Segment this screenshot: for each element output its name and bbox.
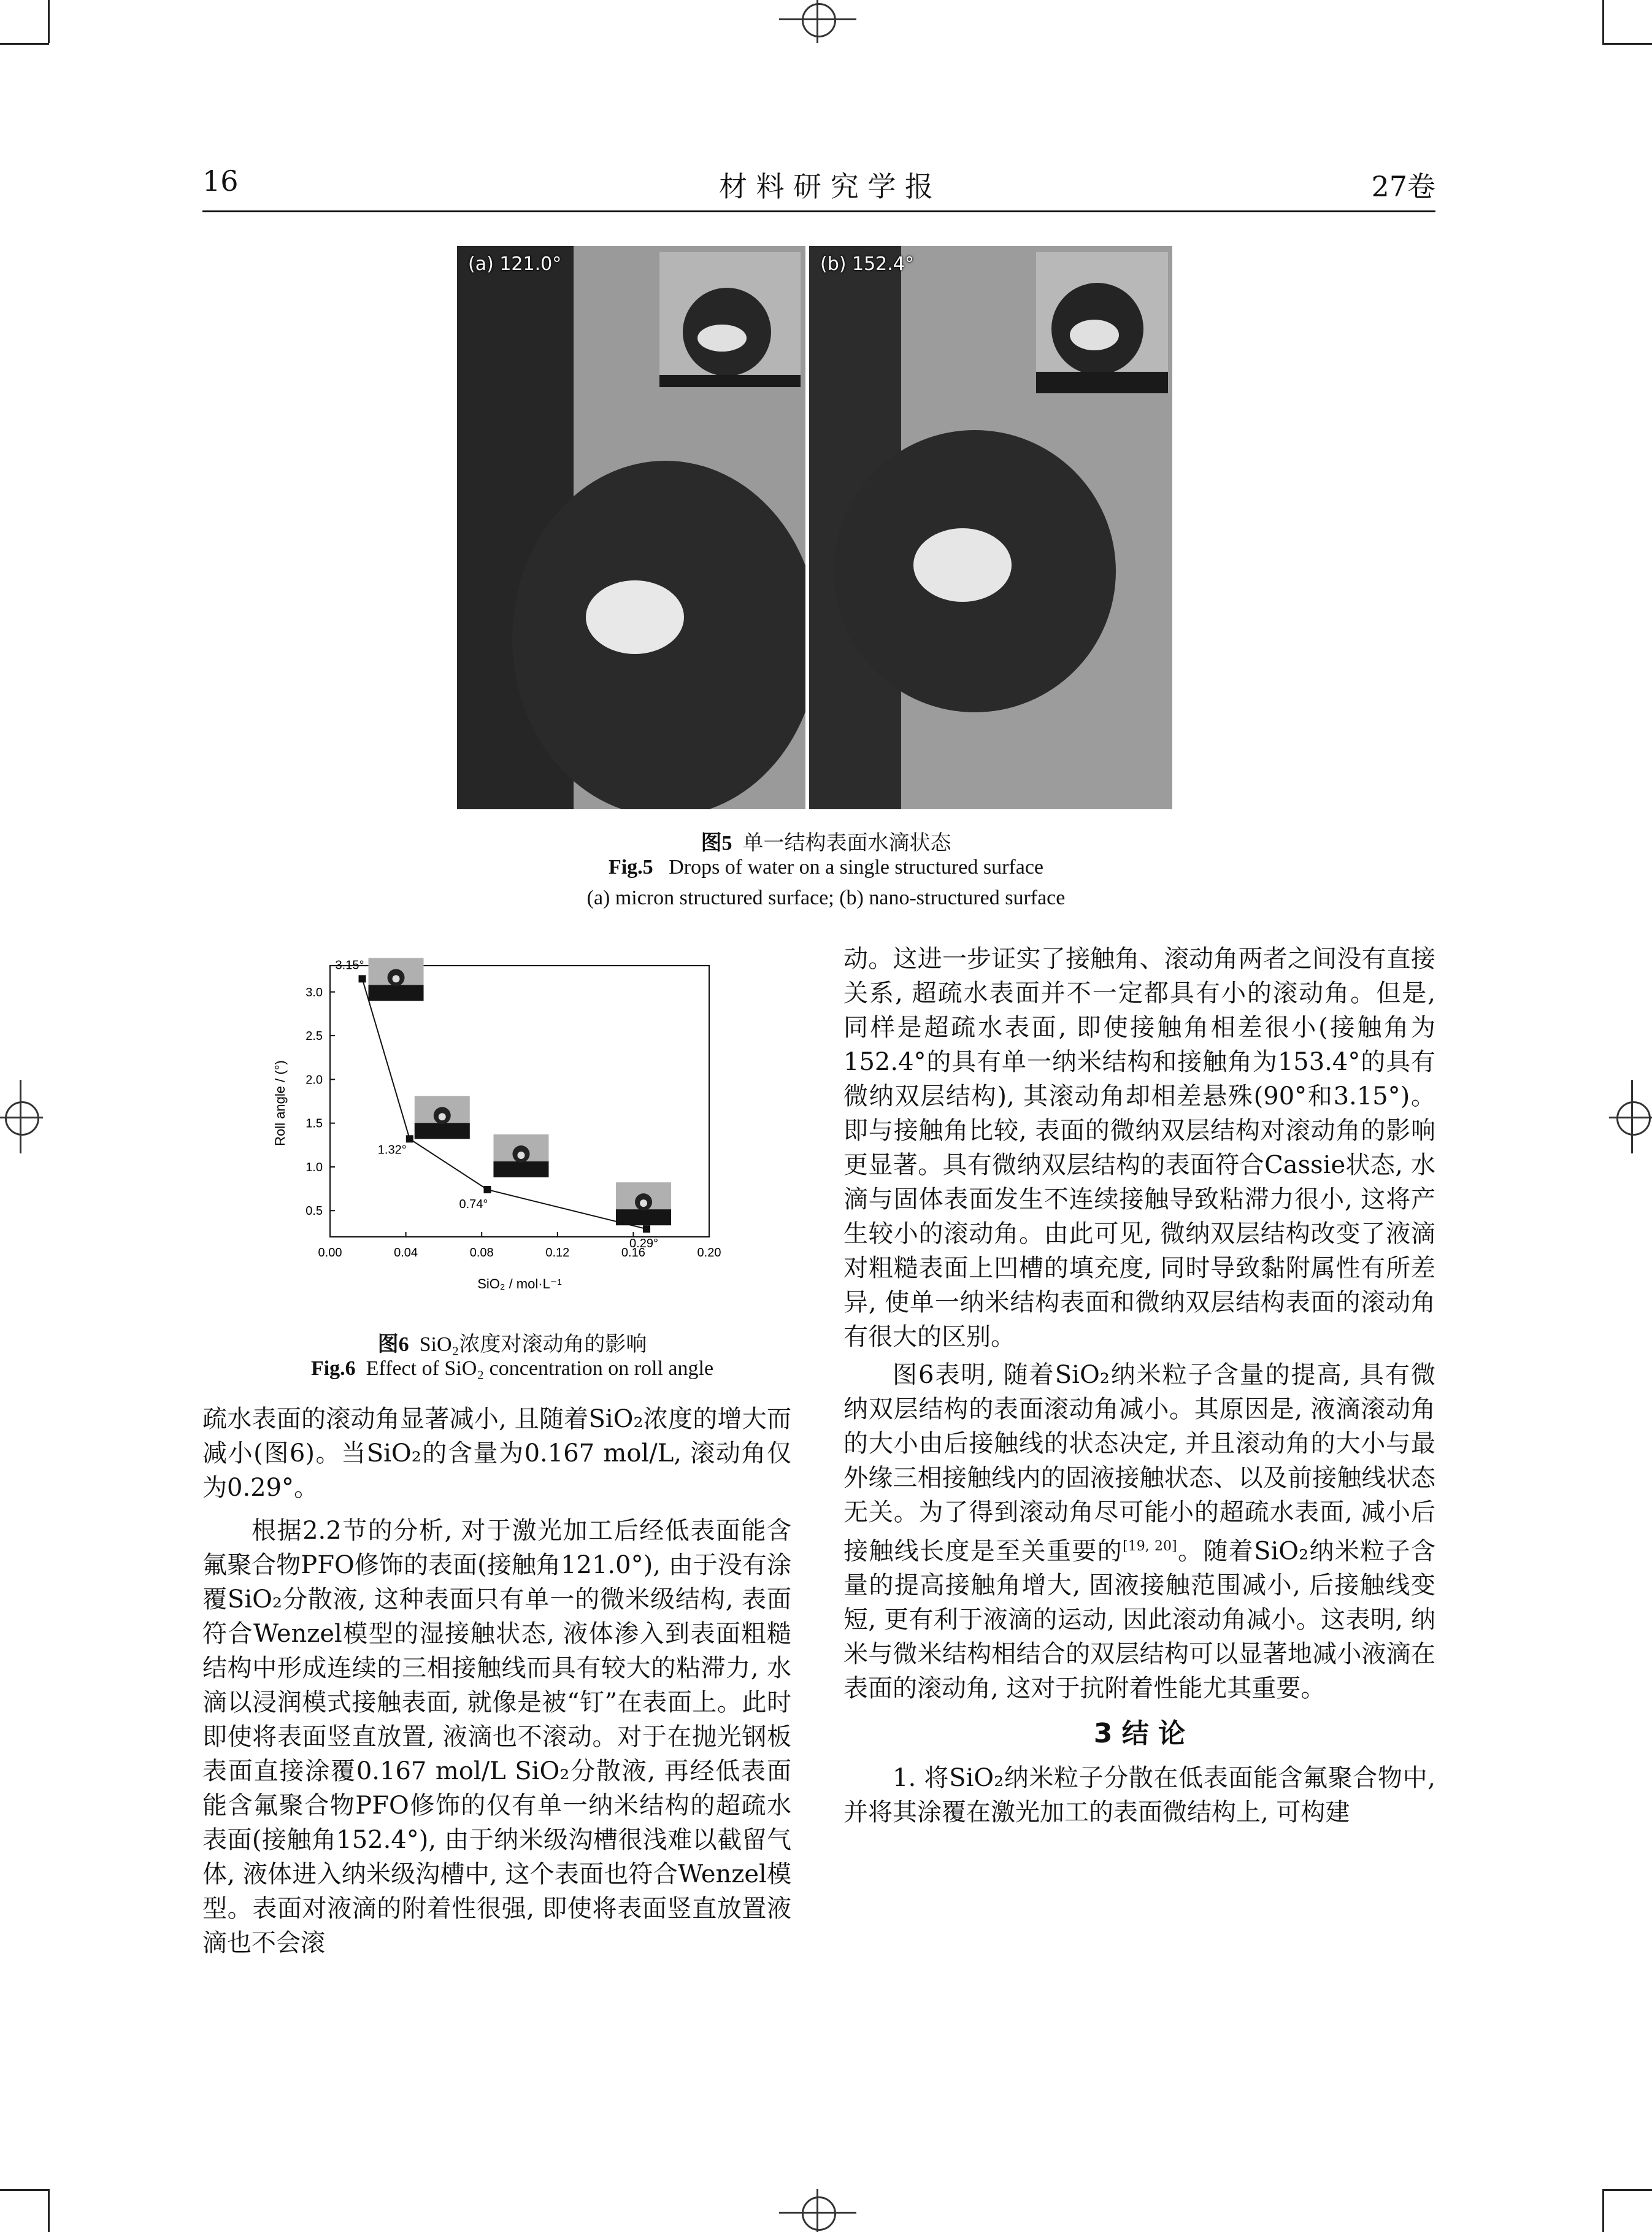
left-column <box>202 1402 791 1960</box>
y-tick-label: 2.0 <box>305 1073 323 1087</box>
figure6-caption-en-text: Effect of SiO₂ concentration on roll angle <box>366 1357 714 1380</box>
y-tick-label: 1.5 <box>305 1117 323 1131</box>
droplet-inset <box>493 1134 548 1177</box>
y-tick-label: 1.0 <box>305 1160 323 1174</box>
left-paragraph-1: 疏水表面的滚动角显著减小, 且随着SiO₂浓度的增大而减小(图6)。当SiO₂的含量为0.167 mol/L, 滚动角仅为0.29°。 <box>202 1405 791 1502</box>
right-paragraph-1: 动。这进一步证实了接触角、滚动角两者之间没有直接关系, 超疏水表面并不一定都具有小的滚动角。但是, 同样是超疏水表面, 即使接触角相差很小(接触角为152.4°的具有单一纳米结构和接触角为153.4°的具有微纳双层结构), 其滚动角却相差悬殊(90°和3.15°)。即与接触角比较, 表面的微纳双层结构对滚动角的影响更显著。具有微纳双层结构的表面符合Cassie状态, 水滴与固体表面发生不连续接触导致粘滞力很小, 这将产生较小的滚动角。由此可见, 微纳双层结构改变了液滴对粗糙表面上凹槽的填充度, 同时导致黏附属性有所差异, 使单一纳米结构表面和微纳双层结构表面的滚动角有很大的区别。 <box>843 945 1435 1351</box>
citation-ref: [19, 20] <box>1123 1539 1177 1554</box>
crop-mark-tl-v <box>48 0 50 43</box>
x-tick-label: 0.20 <box>697 1246 721 1260</box>
x-tick-label: 0.16 <box>621 1246 645 1260</box>
figure5-caption-en-text: Drops of water on a single structured surface <box>669 856 1044 879</box>
x-tick-label: 0.00 <box>318 1246 342 1260</box>
figure5-caption-cn-text: 单一结构表面水滴状态 <box>742 832 951 855</box>
crop-mark-bl-h <box>0 2189 49 2191</box>
right-paragraph-2 <box>843 1358 1435 1706</box>
droplet-inset <box>415 1096 470 1139</box>
y-tick-label: 2.5 <box>305 1029 323 1044</box>
page-number: 16 <box>202 164 239 198</box>
data-label: 3.15° <box>335 958 364 972</box>
right-paragraph-2a: 图6表明, 随着SiO₂纳米粒子含量的提高, 具有微纳双层结构的表面滚动角减小。其原因是, 液滴滚动角的大小由后接触线的状态决定, 并且滚动角的大小与最外缘三相接触线内的固液接触状态、以及前接触线状态无关。为了得到滚动角尽可能小的超疏水表面, 减小后接触线长度是至关重要的 <box>843 1361 1435 1566</box>
droplet-inset <box>616 1182 671 1225</box>
volume-label: 27卷 <box>1371 170 1435 203</box>
crop-mark-br-v <box>1602 2189 1604 2232</box>
figure5-panel-a <box>457 246 805 809</box>
figure5-caption-cn-prefix: 图5 <box>701 832 732 855</box>
x-tick-label: 0.08 <box>469 1246 494 1260</box>
y-axis-label: Roll angle / (°) <box>272 1060 288 1146</box>
series-line <box>363 979 647 1229</box>
crop-mark-tl-h <box>0 43 49 45</box>
data-label: 0.29° <box>629 1237 658 1251</box>
data-label: 0.74° <box>459 1198 488 1212</box>
droplet-photo-a <box>457 246 805 809</box>
figure6-caption-cn <box>202 1327 822 1357</box>
panel-a-label: (a) 121.0° <box>468 253 562 275</box>
right-paragraph-3: 1. 将SiO₂纳米粒子分散在低表面能含氟聚合物中, 并将其涂覆在激光加工的表面微结构上, 可构建 <box>843 1764 1435 1827</box>
data-point <box>359 975 366 982</box>
section-title-conclusion: 3 结 论 <box>1093 1718 1186 1750</box>
droplet-photo-b <box>809 246 1172 809</box>
droplet-inset <box>369 958 424 1001</box>
figure5-caption-en-prefix: Fig.5 <box>608 856 653 879</box>
data-point <box>406 1135 413 1142</box>
data-point <box>483 1186 491 1193</box>
figure5-caption-cn <box>0 826 1652 856</box>
figure6-caption-cn-text: SiO₂浓度对滚动角的影响 <box>419 1333 647 1356</box>
figure6-caption-en <box>202 1357 822 1380</box>
header-rule <box>202 210 1435 212</box>
figure6-caption-en-prefix: Fig.6 <box>310 1357 356 1380</box>
panel-b-label: (b) 152.4° <box>820 253 914 275</box>
crop-mark-bl-v <box>48 2189 50 2232</box>
x-axis-label: SiO₂ / mol·L⁻¹ <box>477 1276 562 1291</box>
right-column <box>843 942 1435 1830</box>
data-point <box>643 1225 650 1233</box>
figure5-caption-en-sub: (a) micron structured surface; (b) nano-structured surface <box>586 887 1066 909</box>
crop-mark-tr-v <box>1602 0 1604 43</box>
x-tick-label: 0.04 <box>394 1246 418 1260</box>
crop-mark-br-h <box>1602 2189 1652 2191</box>
figure5-caption-en <box>0 856 1652 879</box>
data-label: 1.32° <box>377 1143 407 1157</box>
y-tick-label: 3.0 <box>305 985 323 999</box>
x-tick-label: 0.12 <box>545 1246 570 1260</box>
figure6-chart <box>270 957 736 1313</box>
figure5-panel-b <box>809 246 1172 809</box>
y-tick-label: 0.5 <box>305 1204 323 1218</box>
crop-mark-tr-h <box>1602 43 1652 45</box>
figure6-caption-cn-prefix: 图6 <box>377 1333 409 1356</box>
left-paragraph-2: 根据2.2节的分析, 对于激光加工后经低表面能含氟聚合物PFO修饰的表面(接触角121.0°), 由于没有涂覆SiO₂分散液, 这种表面只有单一的微米级结构, 表面符合Wenzel模型的湿接触状态, 液体渗入到表面粗糙结构中形成连续的三相接触线而具有较大的粘滞力, 水滴以浸润模式接触表面, 就像是被“钉”在表面上。此时即使将表面竖直放置, 液滴也不滚动。对于在抛光钢板表面直接涂覆0.167 mol/L SiO₂分散液, 再经低表面能含氟聚合物PFO修饰的仅有单一纳米结构的超疏水表面(接触角152.4°), 由于纳米级沟槽很浅难以截留气体, 液体进入纳米级沟槽中, 这个表面也符合Wenzel模型。表面对液滴的附着性很强, 即使将表面竖直放置液滴也不会滚 <box>202 1517 791 1957</box>
right-paragraph-2b: 。随着SiO₂纳米粒子含量的提高接触角增大, 固液接触范围减小, 后接触线变短, 更有利于液滴的运动, 因此滚动角减小。这表明, 纳米与微米结构相结合的双层结构可以显著地减小液滴在表面的滚动角, 这对于抗附着性能尤其重要。 <box>843 1537 1436 1703</box>
journal-title: 材 料 研 究 学 报 <box>718 170 934 203</box>
